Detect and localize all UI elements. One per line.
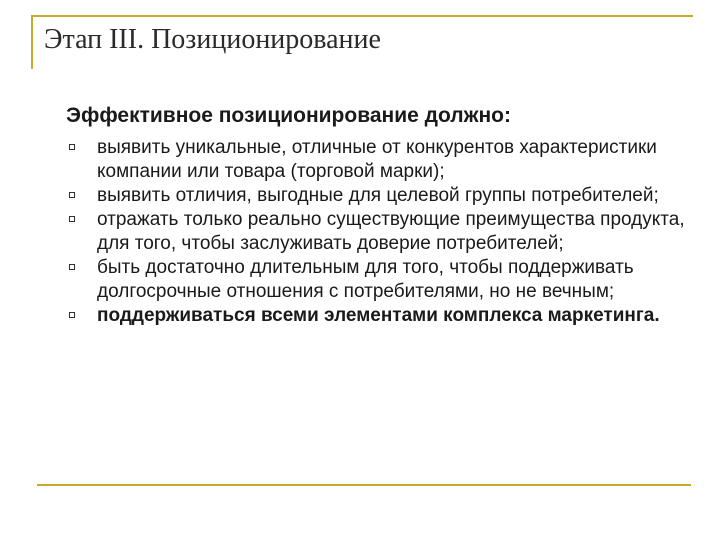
- list-item: [66, 208, 696, 256]
- list-item: [66, 136, 696, 184]
- bullet-text: выявить уникальные, отличные от конкурентов характеристики компании или товара (торговой марки);: [97, 137, 657, 182]
- bullet-list: [66, 136, 696, 328]
- square-bullet-icon: [69, 264, 75, 270]
- square-bullet-icon: [69, 312, 75, 318]
- bullet-text: поддерживаться всеми элементами комплекса маркетинга.: [97, 305, 660, 326]
- list-item: [66, 184, 696, 208]
- square-bullet-icon: [69, 144, 75, 150]
- bullet-text: отражать только реально существующие преимущества продукта, для того, чтобы заслуживать доверие потребителей;: [97, 209, 685, 254]
- bottom-divider: [37, 484, 691, 486]
- bullet-text: быть достаточно длительным для того, чтобы поддерживать долгосрочные отношения с потребителями, но не вечным;: [97, 257, 634, 302]
- bullet-text: выявить отличия, выгодные для целевой группы потребителей;: [97, 185, 659, 206]
- square-bullet-icon: [69, 192, 75, 198]
- list-item: [66, 256, 696, 304]
- slide-title: Этап III. Позиционирование: [44, 24, 381, 55]
- list-item: [66, 304, 696, 328]
- section-heading: Эффективное позиционирование должно:: [66, 104, 511, 127]
- square-bullet-icon: [69, 216, 75, 222]
